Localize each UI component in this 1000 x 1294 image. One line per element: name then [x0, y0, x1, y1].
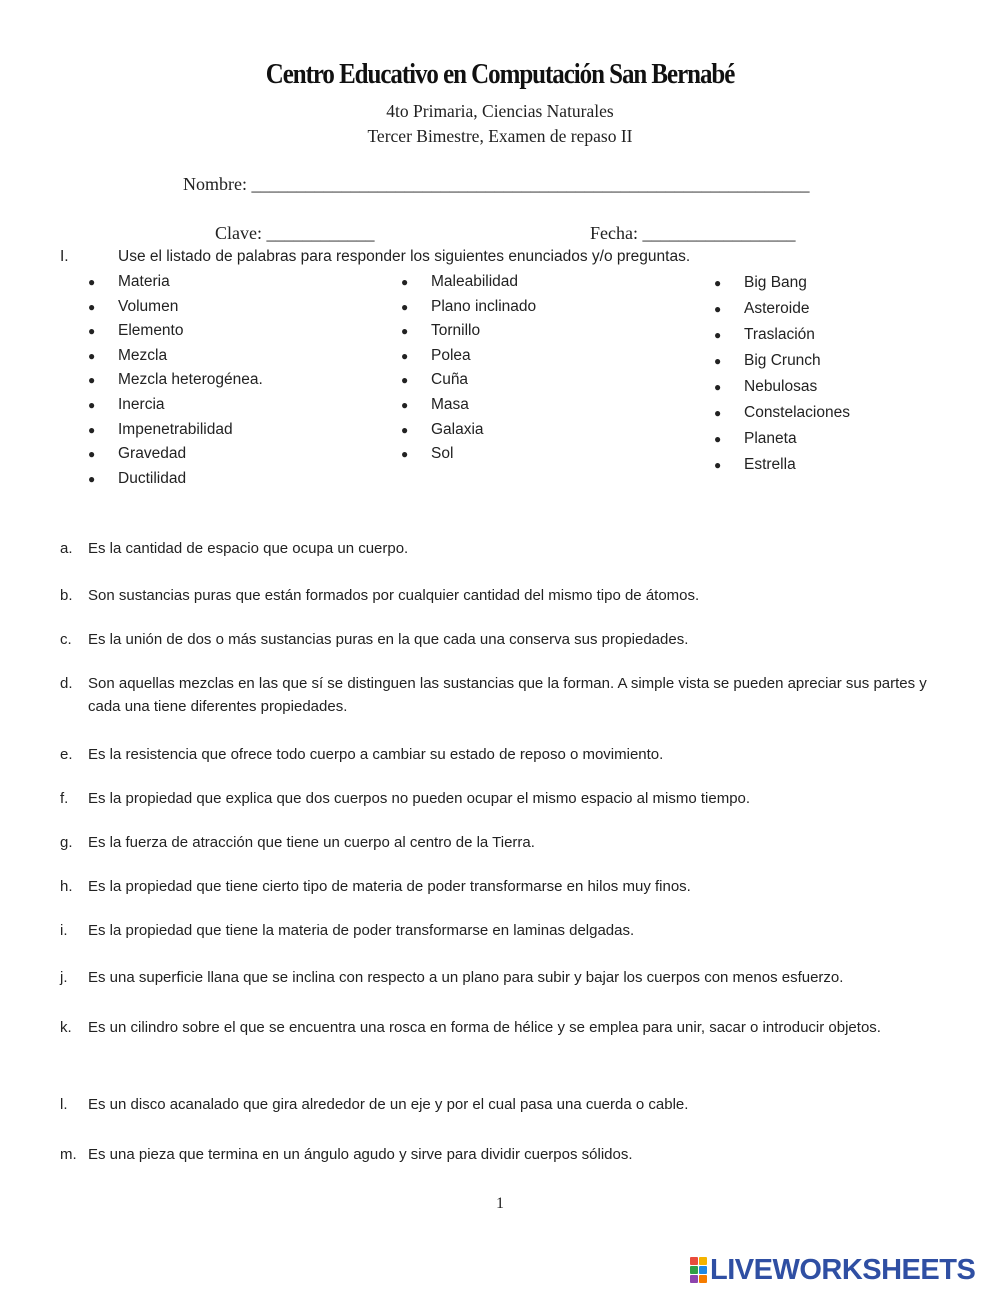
word-list-item — [88, 295, 388, 320]
logo-block — [699, 1257, 707, 1265]
word-list-label: Tornillo — [431, 322, 481, 340]
question-item — [60, 1016, 940, 1039]
bullet-icon: ● — [401, 447, 409, 462]
question-item — [60, 743, 940, 766]
page-number: 1 — [496, 1195, 504, 1212]
question-letter: c. — [60, 631, 72, 648]
word-list-item — [401, 344, 701, 369]
question-item — [60, 628, 940, 651]
question-text: Es la unión de dos o más sustancias puras en la que cada una conserva sus propiedades. — [88, 631, 689, 648]
word-list-label: Inercia — [118, 395, 165, 413]
word-list-item — [714, 426, 974, 452]
question-text: Es la cantidad de espacio que ocupa un cuerpo. — [88, 540, 409, 557]
question-item — [60, 537, 940, 560]
question-text: Son sustancias puras que están formados por cualquier cantidad del mismo tipo de átomos. — [88, 587, 700, 604]
word-list-item — [401, 368, 701, 393]
logo-blocks-icon — [690, 1257, 707, 1283]
question-item — [60, 584, 940, 607]
word-list-label: Polea — [431, 346, 471, 364]
word-list-item — [714, 374, 974, 400]
question-letter: f. — [60, 790, 69, 807]
bullet-icon: ● — [88, 373, 96, 388]
bullet-icon: ● — [88, 397, 96, 412]
clave-field: Clave: ____________ — [215, 223, 375, 243]
question-letter: h. — [60, 878, 73, 895]
bullet-icon: ● — [88, 348, 96, 363]
question-letter: b. — [60, 587, 73, 604]
logo-block — [690, 1266, 698, 1274]
question-letter: g. — [60, 834, 73, 851]
word-list-item — [714, 296, 974, 322]
word-list-label: Materia — [118, 273, 170, 290]
word-list-label: Estrella — [744, 456, 796, 473]
question-text: Es una pieza que termina en un ángulo agudo y sirve para dividir cuerpos sólidos. — [88, 1146, 633, 1163]
word-list-item — [401, 418, 701, 443]
word-list-label: Mezcla — [118, 346, 168, 364]
bullet-icon: ● — [401, 373, 409, 388]
logo-block — [699, 1266, 707, 1274]
question-text: Es la resistencia que ofrece todo cuerpo a cambiar su estado de reposo o movimiento. — [88, 746, 664, 763]
question-letter: a. — [60, 540, 73, 557]
subtitle-exam: Tercer Bimestre, Examen de repaso II — [367, 126, 633, 146]
word-list-item — [714, 348, 974, 374]
question-letter: i. — [60, 922, 68, 939]
question-text: Es la propiedad que tiene cierto tipo de materia de poder transformarse en hilos muy finos. — [88, 878, 691, 895]
question-item — [60, 672, 940, 718]
word-list-column-3 — [714, 270, 974, 478]
bullet-icon: ● — [714, 354, 722, 368]
word-list-item — [714, 452, 974, 478]
question-item — [60, 1143, 940, 1166]
bullet-icon: ● — [714, 276, 722, 290]
word-list-item — [88, 270, 388, 295]
question-item — [60, 787, 940, 810]
question-letter: k. — [60, 1019, 72, 1036]
question-text: Es la propiedad que tiene la materia de poder transformarse en laminas delgadas. — [88, 922, 635, 939]
bullet-icon: ● — [401, 275, 409, 289]
bullet-icon: ● — [88, 324, 96, 339]
word-list-label: Ductilidad — [118, 469, 187, 487]
bullet-icon: ● — [714, 458, 722, 472]
word-list-item — [88, 467, 388, 492]
question-text: Es un disco acanalado que gira alrededor de un eje y por el cual pasa una cuerda o cable. — [88, 1096, 689, 1113]
word-list-label: Gravedad — [118, 445, 187, 463]
question-letter: d. — [60, 675, 73, 692]
bullet-icon: ● — [401, 299, 409, 314]
word-list-label: Volumen — [118, 297, 179, 315]
bullet-icon: ● — [714, 380, 722, 394]
section-instruction: Use el listado de palabras para responder los siguientes enunciados y/o preguntas. — [118, 248, 691, 265]
fecha-field: Fecha: _________________ — [590, 223, 796, 243]
question-letter: e. — [60, 746, 73, 763]
word-list-item — [401, 270, 701, 295]
bullet-icon: ● — [401, 348, 409, 363]
subtitle-grade: 4to Primaria, Ciencias Naturales — [386, 101, 614, 121]
question-item — [60, 875, 940, 898]
bullet-icon: ● — [401, 422, 409, 437]
word-list-label: Sol — [431, 445, 454, 463]
bullet-icon: ● — [714, 432, 722, 446]
word-list-item — [714, 322, 974, 348]
question-letter: m. — [60, 1146, 77, 1163]
question-item — [60, 966, 940, 989]
word-list-item — [401, 393, 701, 418]
word-list-label: Constelaciones — [744, 404, 850, 421]
question-letter: j. — [60, 969, 68, 986]
logo-block — [699, 1275, 707, 1283]
word-list-item — [401, 295, 701, 320]
question-item — [60, 1093, 940, 1116]
word-list-label: Mezcla heterogénea. — [118, 371, 263, 389]
word-list-label: Maleabilidad — [431, 273, 519, 290]
word-list-item — [714, 400, 974, 426]
word-list-label: Big Bang — [744, 274, 807, 291]
word-list-label: Planeta — [744, 430, 797, 447]
word-list-item — [88, 393, 388, 418]
word-list-label: Traslación — [744, 326, 815, 343]
word-list-item — [88, 368, 388, 393]
word-list-column-2 — [401, 270, 701, 467]
bullet-icon: ● — [88, 471, 96, 486]
word-list-label: Asteroide — [744, 300, 810, 317]
question-item — [60, 831, 940, 854]
logo-text: LIVEWORKSHEETS — [710, 1253, 976, 1286]
word-list-label: Impenetrabilidad — [118, 420, 233, 438]
word-list-item — [88, 319, 388, 344]
word-list-label: Big Crunch — [744, 352, 821, 369]
bullet-icon: ● — [88, 422, 96, 437]
bullet-icon: ● — [88, 299, 96, 314]
bullet-icon: ● — [714, 302, 722, 316]
question-text: Es la propiedad que explica que dos cuerpos no pueden ocupar el mismo espacio al mismo tiempo. — [88, 790, 751, 807]
nombre-field: Nombre: ______________________________________________________________ — [183, 174, 810, 194]
bullet-icon: ● — [714, 328, 722, 342]
word-list-label: Plano inclinado — [431, 297, 537, 315]
word-list-label: Elemento — [118, 322, 184, 340]
word-list-item — [714, 270, 974, 296]
document-title: Centro Educativo en Computación San Bernabé — [265, 58, 735, 90]
liveworksheets-logo — [690, 1255, 975, 1285]
bullet-icon: ● — [88, 275, 96, 289]
word-list-label: Cuña — [431, 371, 469, 389]
word-list-item — [401, 442, 701, 467]
word-list-item — [88, 442, 388, 467]
word-list-item — [88, 344, 388, 369]
bullet-icon: ● — [88, 447, 96, 462]
bullet-icon: ● — [401, 397, 409, 412]
bullet-icon: ● — [714, 406, 722, 420]
question-letter: l. — [60, 1096, 68, 1113]
section-numeral: I. — [60, 248, 69, 265]
question-text: Es la fuerza de atracción que tiene un cuerpo al centro de la Tierra. — [88, 834, 535, 851]
word-list-label: Galaxia — [431, 420, 484, 438]
word-list-label: Masa — [431, 395, 469, 413]
question-text: Es un cilindro sobre el que se encuentra una rosca en forma de hélice y se emplea para unir, sacar o introducir objetos. — [88, 1019, 881, 1036]
question-text: Es una superficie llana que se inclina con respecto a un plano para subir y bajar los cuerpos con menos esfuerzo. — [88, 969, 844, 986]
logo-block — [690, 1257, 698, 1265]
word-list-label: Nebulosas — [744, 378, 818, 395]
bullet-icon: ● — [401, 324, 409, 339]
word-list-item — [401, 319, 701, 344]
question-item — [60, 919, 940, 942]
logo-block — [690, 1275, 698, 1283]
question-text: Son aquellas mezclas en las que sí se distinguen las sustancias que la forman. A simple vista se pueden apreciar sus partes y cada una tiene diferentes propiedades. — [88, 675, 927, 715]
word-list-item — [88, 418, 388, 443]
word-list-column-1 — [88, 270, 388, 491]
